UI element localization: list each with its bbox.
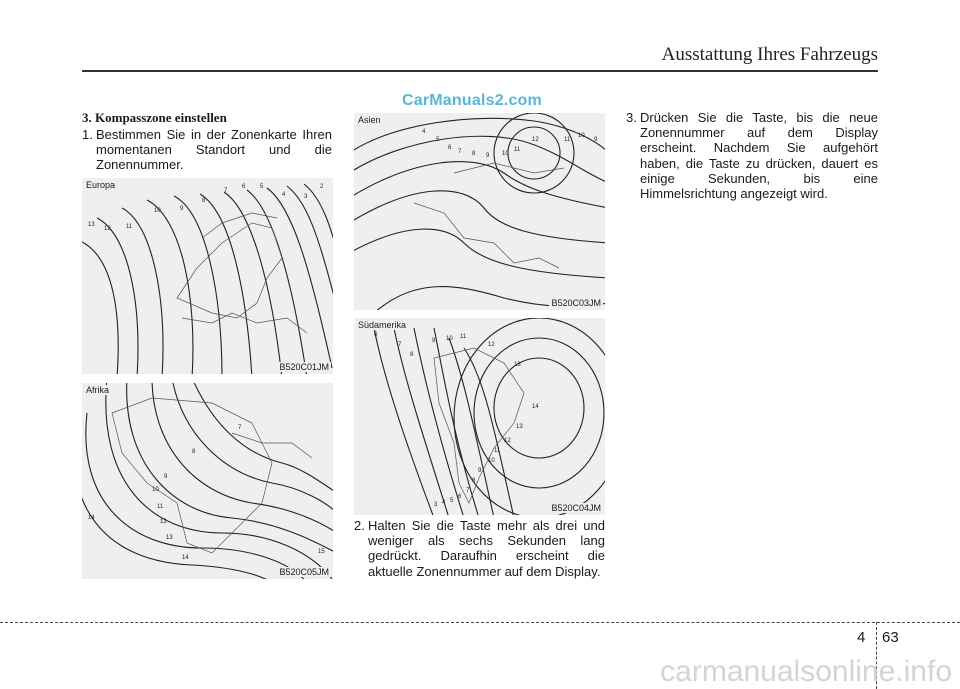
zone-number: 7	[458, 149, 462, 155]
zone-number: 9	[164, 474, 168, 480]
zone-number: 11	[494, 448, 501, 454]
zone-number: 14	[532, 404, 539, 410]
zone-number: 8	[472, 151, 476, 157]
zone-number: 7	[398, 342, 402, 348]
section-heading: 3. Kompasszone einstellen	[82, 110, 227, 125]
zone-number: 7	[466, 488, 470, 494]
zone-number: 9	[432, 338, 436, 344]
zone-number: 12	[532, 137, 539, 143]
zone-number: 10	[446, 336, 453, 342]
zone-number: 8	[192, 449, 196, 455]
zone-number: 3	[304, 194, 308, 200]
watermark-link[interactable]: CarManuals2.com	[402, 92, 542, 109]
afrika-map-drawing	[82, 383, 333, 579]
zone-number: 9	[180, 206, 184, 212]
step-2	[354, 518, 605, 579]
zone-number: 6	[458, 494, 462, 500]
zone-number: 11	[564, 137, 571, 143]
step-3	[626, 110, 878, 201]
chapter-number: 4	[857, 629, 866, 646]
step-1-number: 1.	[82, 127, 93, 142]
zone-number: 12	[488, 342, 495, 348]
zone-number: 10	[578, 133, 585, 139]
map-suedamerika	[354, 318, 605, 515]
zone-number: 13	[514, 362, 521, 368]
zone-number: 4	[422, 129, 426, 135]
suedamerika-map-drawing	[354, 318, 605, 515]
zone-number: 8	[202, 198, 206, 204]
map-afrika-code: B520C05JM	[279, 567, 329, 577]
zone-number: 10	[488, 458, 495, 464]
zone-number: 9	[478, 468, 482, 474]
zone-number: 13	[516, 424, 523, 430]
zone-number: 13	[166, 535, 173, 541]
zone-number: 11	[460, 334, 467, 340]
map-afrika	[82, 383, 333, 579]
map-asien	[354, 113, 605, 310]
zone-number: 5	[436, 137, 440, 143]
map-suedamerika-label: Südamerika	[358, 320, 407, 330]
footer-rule	[0, 622, 960, 623]
zone-number: 13	[88, 222, 95, 228]
map-asien-code: B520C03JM	[551, 298, 601, 308]
zone-number: 12	[504, 438, 511, 444]
zone-number: 3	[434, 502, 438, 508]
zone-number: 8	[410, 352, 414, 358]
step-2-text: Halten Sie die Taste mehr als drei und weniger als sechs Sekunden lang gedrückt. Daraufhin erscheint die aktuelle Zonennummer auf dem Display.	[368, 518, 605, 579]
zone-number: 15	[318, 549, 325, 555]
zone-number: 2	[320, 184, 324, 190]
step-3-number: 3.	[626, 110, 637, 125]
zone-number: 9	[594, 137, 598, 143]
step-2-number: 2.	[354, 518, 365, 533]
asien-map-drawing	[354, 113, 605, 310]
zone-number: 10	[152, 487, 159, 493]
zone-number: 7	[238, 425, 242, 431]
zone-number: 4	[282, 192, 286, 198]
zone-number: 5	[450, 498, 454, 504]
header-title: Ausstattung Ihres Fahrzeugs	[661, 44, 878, 65]
map-europa-label: Europa	[86, 180, 116, 190]
header-rule	[82, 70, 878, 72]
zone-number: 12	[160, 519, 167, 525]
step-3-text: Drücken Sie die Taste, bis die neue Zonennummer auf dem Display erscheint. Nachdem Sie aufgehört haben, die Taste zu drücken, dauert es einige Sekunden, bis eine Himmelsrichtung angezeigt wird.	[640, 110, 878, 202]
zone-number: 6	[374, 332, 378, 338]
zone-number: 10	[502, 151, 509, 157]
watermark-bottom: carmanualsonline.info	[660, 655, 952, 688]
zone-number: 11	[514, 147, 521, 153]
zone-number: 6	[448, 145, 452, 151]
zone-number: 14	[182, 555, 189, 561]
zone-number: 14	[88, 515, 95, 521]
europa-map-drawing	[82, 178, 333, 374]
zone-number: 11	[157, 504, 164, 510]
zone-number: 9	[486, 153, 490, 159]
map-asien-label: Asien	[358, 115, 381, 125]
zone-number: 4	[442, 500, 446, 506]
map-afrika-label: Afrika	[86, 385, 110, 395]
page-number: 63	[882, 629, 899, 646]
zone-number: 7	[224, 188, 228, 194]
zone-number: 5	[260, 184, 264, 190]
zone-number: 11	[126, 224, 133, 230]
zone-number: 8	[472, 478, 476, 484]
step-1-text: Bestimmen Sie in der Zonenkarte Ihren momentanen Standort und die Zonennummer.	[96, 127, 332, 173]
zone-number: 6	[242, 184, 246, 190]
map-europa	[82, 178, 333, 374]
step-1	[82, 127, 332, 173]
zone-number: 12	[104, 226, 111, 232]
map-suedamerika-code: B520C04JM	[551, 503, 601, 513]
map-europa-code: B520C01JM	[279, 362, 329, 372]
zone-number: 10	[154, 208, 161, 214]
